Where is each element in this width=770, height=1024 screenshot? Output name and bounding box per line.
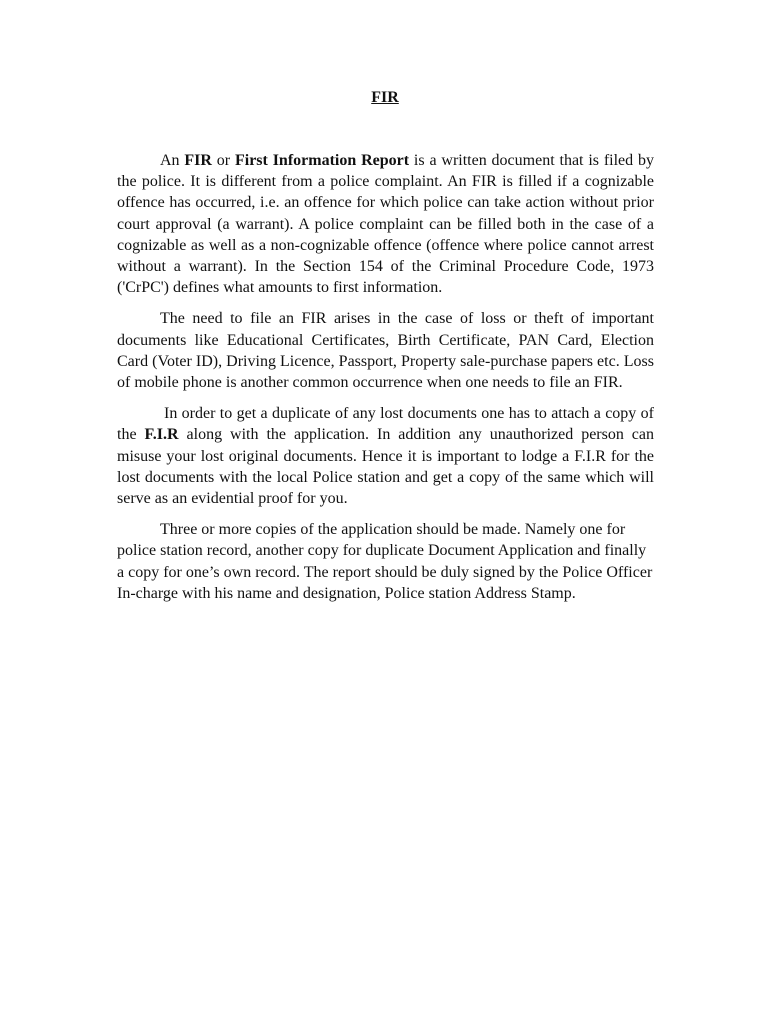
paragraph-1-text-2: or (211, 152, 235, 169)
paragraph-1-bold-first-information-report: First Information Report (234, 152, 410, 169)
document-title: FIR (371, 89, 399, 106)
paragraph-need-to-file: The need to file an FIR arises in the case of loss or theft of important documents like Educational Certificates, Birth Certificate, PAN Card, Election Card (Voter ID), Driving Licence, Passport, Property sale-purchase papers etc. Loss of mobile phone is another common occurrence when one needs to file an FIR. (117, 310, 654, 392)
paragraph-1-text-1: An (160, 152, 185, 169)
paragraph-fir-definition (117, 150, 654, 298)
paragraph-1-text-3: is a written document that is filed by the police. It is different from a police complaint. An FIR is filled if a cognizable offence has occurred, i.e. an offence for which police can take action without prior court approval (a warrant). A police complaint can be filled both in the case of a cognizable as well as a non-cognizable offence (offence where police cannot arrest without a warrant). In the Section 154 of the Criminal Procedure Code, 1973 ('CrPC') defines what amounts to first information. (117, 152, 655, 297)
paragraph-3-bold-fir: F.I.R (144, 426, 179, 444)
document-body (117, 150, 654, 614)
paragraph-3-text-1: In order to get a duplicate of any lost documents one has to attach a copy of the (117, 405, 654, 444)
paragraph-3-text-2: along with the application. In addition any unauthorized person can misuse your lost original documents. Hence it is important to lodge a F.I.R for the lost documents with the local Police station and get a copy of the same which will serve as an evidential proof for you. (117, 426, 654, 508)
paragraph-copies: Three or more copies of the application should be made. Namely one for police station record, another copy for duplicate Document Application and finally a copy for one’s own record. The report should be duly signed by the Police Officer In-charge with his name and designation, Police station Address Stamp. (117, 521, 653, 602)
paragraph-1-bold-fir: FIR (184, 152, 212, 169)
paragraph-duplicate-documents (117, 403, 654, 509)
